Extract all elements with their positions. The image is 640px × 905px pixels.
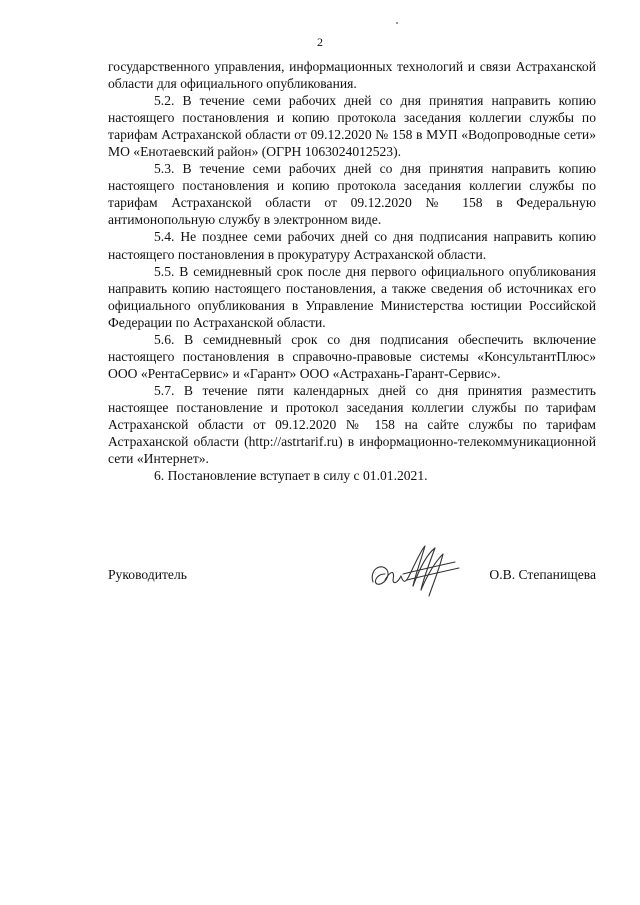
paragraph-continuation: государственного управления, информационных технологий и связи Астраханской области для официального опубликования. (108, 59, 596, 92)
signature-block (108, 540, 596, 610)
scan-mark (396, 22, 398, 24)
paragraph-5-5: 5.5. В семидневный срок после дня первого официального опубликования направить копию настоящего постановления, а также сведения об источниках его официального опубликования в Управление Министерства юстиции Российской Федерации по Астраханской области. (108, 263, 596, 330)
document-body (108, 58, 596, 484)
page-number: 2 (317, 35, 323, 49)
paragraph-5-3: 5.3. В течение семи рабочих дней со дня принятия направить копию настоящего постановления и копию протокола заседания коллегии службы по тарифам Астраханской области от 09.12.2020 № 158 в Федеральную антимонопольную службу в электронном виде. (108, 161, 596, 228)
paragraph-5-6: 5.6. В семидневный срок со дня подписания обеспечить включение настоящего постановления в справочно-правовые системы «КонсультантПлюс» ООО «РентаСервис» и «Гарант» ООО «Астрахань-Гарант-Сервис». (108, 331, 596, 381)
signatory-name: О.В. Степанищева (489, 567, 596, 582)
signatory-title: Руководитель (108, 567, 187, 582)
paragraph-6: 6. Постановление вступает в силу с 01.01.2021. (154, 468, 428, 484)
handwritten-signature (363, 540, 473, 610)
paragraph-5-7: 5.7. В течение пяти календарных дней со дня принятия разместить настоящее постановление и протокол заседания коллегии службы по тарифам Астраханской области от 09.12.2020 № 158 на сайте службы по тарифам Астраханской области (http://astrtarif.ru) в информационно-телекоммуникационной сети «Интернет». (108, 382, 596, 467)
paragraph-5-4: 5.4. Не позднее семи рабочих дней со дня подписания направить копию настоящего постановления в прокуратуру Астраханской области. (108, 229, 596, 262)
paragraph-5-2: 5.2. В течение семи рабочих дней со дня принятия направить копию настоящего постановления и копию протокола заседания коллегии службы по тарифам Астраханской области от 09.12.2020 № 158 в МУП «Водопроводные сети» МО «Енотаевский район» (ОГРН 1063024012523). (108, 93, 596, 160)
